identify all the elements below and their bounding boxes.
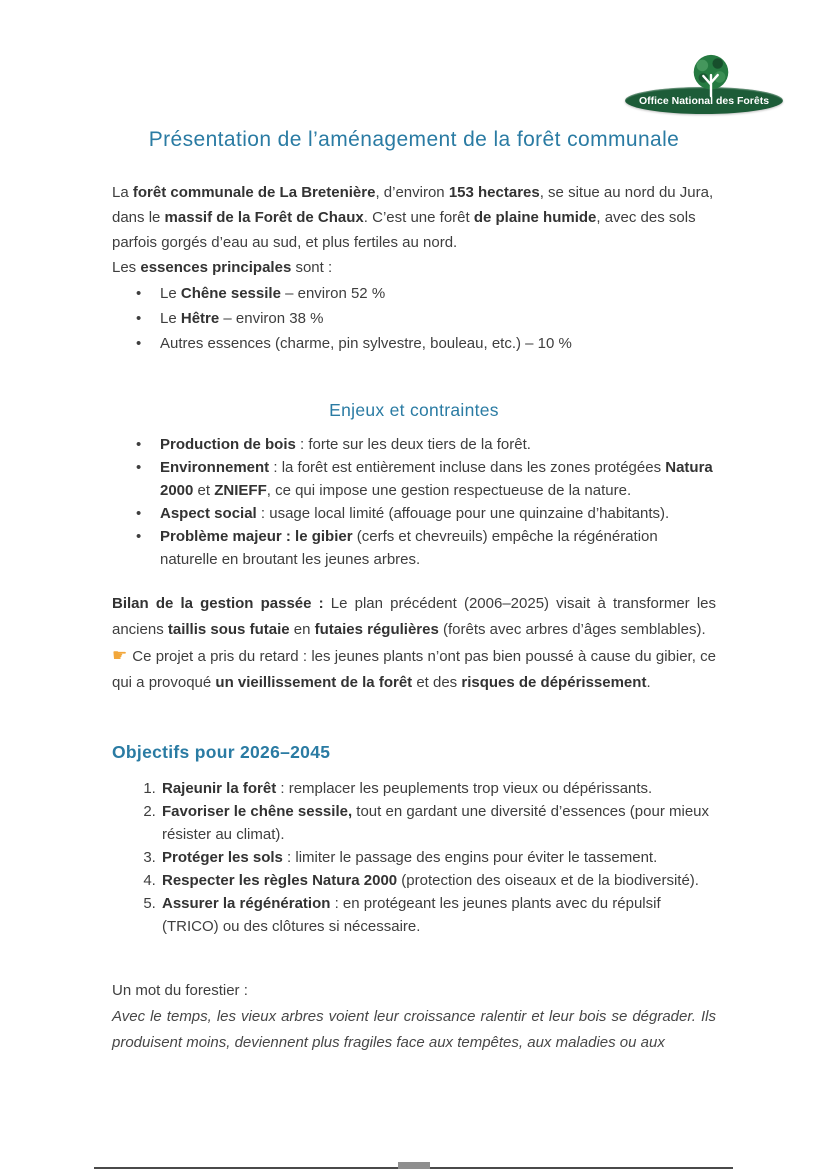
section-heading-enjeux: Enjeux et contraintes — [329, 400, 499, 420]
forester-lead: Un mot du forestier : — [112, 982, 248, 999]
forester-quote: Avec le temps, les vieux arbres voient leur croissance ralentir et leur bois se dégrader. Ils produisent moins, deviennent plus fragiles face aux tempêtes, aux maladies ou aux — [112, 1008, 716, 1051]
intro-paragraph: La forêt communale de La Bretenière, d’environ 153 hectares, se situe au nord du Jura, dans le massif de la Forêt de Chaux. C’est une forêt de plaine humide, avec des sols parfois gorgés d’eau au sud, et plus fertiles au nord. — [112, 184, 714, 251]
tree-icon — [687, 52, 735, 100]
document-title: Présentation de l’aménagement de la forêt communale — [148, 128, 680, 151]
logo-text: Office National des Forêts — [638, 94, 770, 107]
list-item: 4. Respecter les règles Natura 2000 (protection des oiseaux et de la biodiversité). — [160, 869, 716, 892]
section-heading-objectifs: Objectifs pour 2026–2045 — [112, 742, 331, 762]
list-item: • Problème majeur : le gibier (cerfs et chevreuils) empêche la régénération naturelle en broutant les jeunes arbres. — [160, 525, 716, 571]
list-item: • Autres essences (charme, pin sylvestre, bouleau, etc.) – 10 % — [160, 331, 716, 356]
list-item: • Le Hêtre – environ 38 % — [160, 306, 716, 331]
list-item: 2. Favoriser le chêne sessile, tout en gardant une diversité d’essences (pour mieux résister au climat). — [160, 800, 716, 846]
list-item: • Environnement : la forêt est entièrement incluse dans les zones protégées Natura 2000 et ZNIEFF, ce qui impose une gestion respectueuse de la nature. — [160, 456, 716, 502]
list-item: • Le Chêne sessile – environ 52 % — [160, 281, 716, 306]
bilan-paragraph: Bilan de la gestion passée : Le plan précédent (2006–2025) visait à transformer les anciens taillis sous futaie en futaies régulières (forêts avec arbres d’âges semblables). — [112, 595, 716, 638]
list-item: 1. Rajeunir la forêt : remplacer les peuplements trop vieux ou dépérissants. — [160, 777, 716, 800]
list-item: • Aspect social : usage local limité (affouage pour une quinzaine d’habitants). — [160, 502, 716, 525]
document-body — [112, 0, 716, 1056]
list-item: • Production de bois : forte sur les deux tiers de la forêt. — [160, 433, 716, 456]
list-item: 5. Assurer la régénération : en protégeant les jeunes plants avec du répulsif (TRICO) ou des clôtures si nécessaire. — [160, 892, 716, 938]
page-edge-notch — [398, 1162, 430, 1169]
bilan-retard-paragraph — [112, 643, 716, 696]
list-item: 3. Protéger les sols : limiter le passage des engins pour éviter le tassement. — [160, 846, 716, 869]
bilan-block — [112, 591, 716, 696]
essences-lead: Les essences principales sont : — [112, 259, 333, 276]
objectifs-list — [112, 777, 716, 938]
bilan-retard-text: Ce projet a pris du retard : les jeunes plants n’ont pas bien poussé à cause du gibier, ce qui a provoqué un vieillissement de la forêt et des risques de dépérissement. — [112, 648, 716, 691]
pointing-hand-icon: ☛ — [112, 646, 128, 666]
essences-list — [112, 281, 716, 356]
enjeux-list — [112, 433, 716, 571]
